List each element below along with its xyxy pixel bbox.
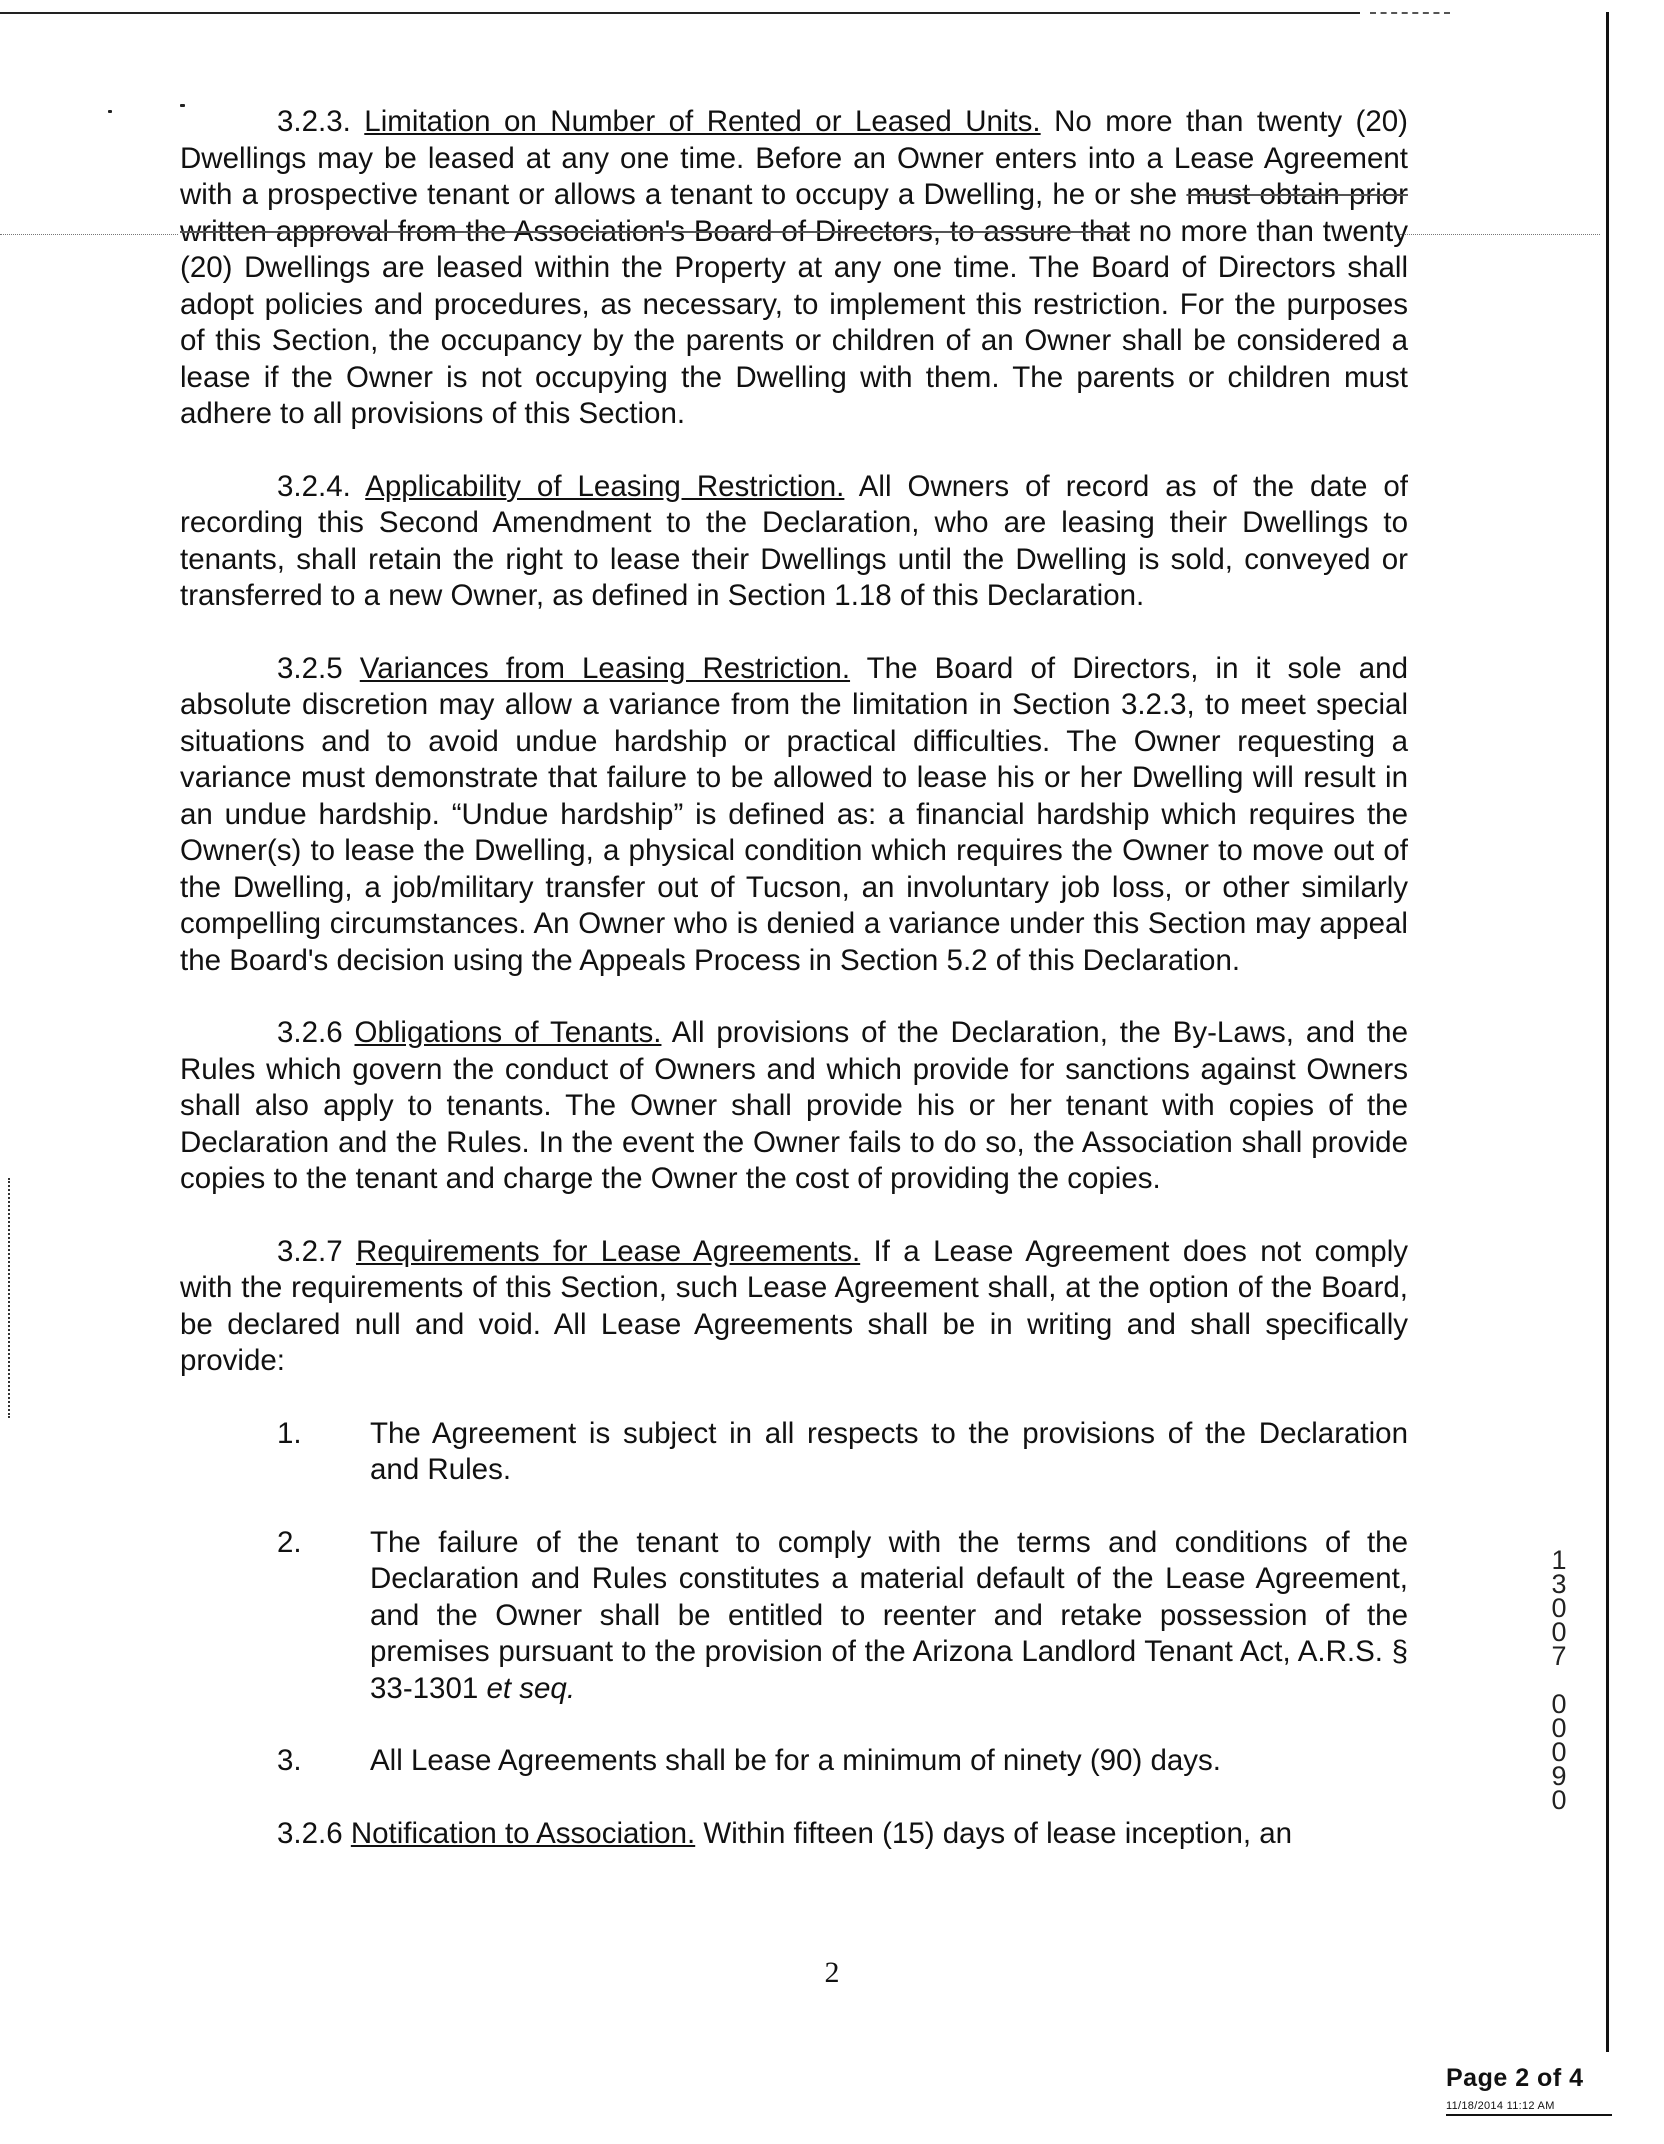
- section-3-2-6: [180, 1015, 1408, 1198]
- section-heading: Limitation on Number of Rented or Leased Units.: [364, 105, 1041, 138]
- section-text: All provisions of the Declaration, the By-Laws, and the Rules which govern the conduct of Owners and which provide for sanctions against Owners shall also apply to tenants. The Owner shall provide his or her tenant with copies of the Declaration and the Rules. In the event the Owner fails to do so, the Association shall provide copies to the tenant and charge the Owner the cost of providing the copies.: [180, 1016, 1408, 1195]
- section-3-2-5: [180, 651, 1408, 980]
- list-text: The Agreement is subject in all respects to the provisions of the Declaration and Rules.: [370, 1416, 1408, 1486]
- list-item: [180, 1743, 1408, 1780]
- list-number: 3.: [277, 1744, 302, 1777]
- section-text: no more than twenty (20) Dwellings are leased within the Property at any one time. The Board of Directors shall adopt policies and procedures, as necessary, to implement this restriction. For the purposes of this Section, the occupancy by the parents or children of an Owner shall be considered a lease if the Owner is not occupying the Dwelling with them. The parents or children must adhere to all provisions of this Section.: [180, 214, 1409, 430]
- crossout-line-left: [0, 234, 178, 235]
- section-3-2-4: [180, 469, 1408, 615]
- section-heading: Notification to Association.: [350, 1816, 696, 1850]
- left-margin-mark: [8, 1178, 12, 1418]
- section-heading: Requirements for Lease Agreements.: [356, 1234, 861, 1268]
- section-number: 3.2.7: [277, 1234, 343, 1268]
- section-number: 3.2.5: [277, 651, 343, 685]
- section-text: If a Lease Agreement does not comply with the requirements of this Section, such Lease Agreement shall, at the option of the Board, be declared null and void. All Lease Agreements shall be in writing and shall specifically provide:: [180, 1234, 1409, 1377]
- struck-text: must obtain prior written approval from the Association's Board of Directors, to assure that: [180, 178, 1408, 248]
- section-number: 3.2.6: [277, 1816, 343, 1850]
- list-text: The failure of the tenant to comply with the terms and conditions of the Declaration and Rules constitutes a material default of the Lease Agreement, and the Owner shall be entitled to reenter and retake possession of the premises pursuant to the provision of the Arizona Landlord Tenant Act, A.R.S. § 33-1301: [370, 1525, 1408, 1705]
- recording-stamp: 1 3 0 0 7 0 0 0 9 0: [1551, 1545, 1567, 1815]
- footer-rule: [1446, 2114, 1612, 2116]
- list-number: 2.: [277, 1525, 302, 1559]
- footer-page-label: Page 2 of 4: [1446, 2064, 1584, 2092]
- scan-speck: [108, 110, 112, 113]
- list-item: [180, 1416, 1408, 1489]
- section-text: No more than twenty (20) Dwellings may be leased at any one time. Before an Owner enters into a Lease Agreement with a prospective tenant or allows a tenant to occupy a Dwelling, he or she: [180, 105, 1409, 211]
- section-3-2-6-notification: [180, 1816, 1408, 1853]
- section-text: Within fifteen (15) days of lease inception, an: [703, 1816, 1293, 1850]
- footer-timestamp: 11/18/2014 11:12 AM: [1446, 2100, 1555, 2112]
- section-3-2-7: [180, 1234, 1408, 1380]
- list-text: All Lease Agreements shall be for a minimum of ninety (90) days.: [370, 1744, 1221, 1777]
- section-number: 3.2.3.: [277, 105, 351, 138]
- list-text-italic: et seq.: [486, 1671, 576, 1705]
- list-number: 1.: [277, 1416, 302, 1450]
- section-text: The Board of Directors, in it sole and absolute discretion may allow a variance from the limitation in Section 3.2.3, to meet special situations and to avoid undue hardship or practical difficulties. The Owner requesting a variance must demonstrate that failure to be allowed to lease his or her Dwelling will result in an undue hardship. “Undue hardship” is defined as: a financial hardship which requires the Owner(s) to lease the Dwelling, a physical condition which requires the Owner to move out of the Dwelling, a job/military transfer out of Tucson, an involuntary job loss, or other similarly compelling circumstances. An Owner who is denied a variance under this Section may appeal the Board's decision using the Appeals Process in Section 5.2 of this Declaration.: [180, 651, 1408, 977]
- top-rule-dash: [1370, 12, 1450, 14]
- right-margin-rule: [1606, 12, 1609, 2052]
- section-number: 3.2.4.: [277, 469, 351, 503]
- section-number: 3.2.6: [277, 1016, 343, 1049]
- list-item: [180, 1525, 1408, 1708]
- page-number: 2: [824, 1956, 840, 1989]
- section-text: All Owners of record as of the date of recording this Second Amendment to the Declaration, who are leasing their Dwellings to tenants, shall retain the right to lease their Dwellings until the Dwelling is sold, conveyed or transferred to a new Owner, as defined in Section 1.18 of this Declaration.: [180, 469, 1408, 612]
- document-body: [180, 104, 1408, 1852]
- crossout-line-right: [1400, 234, 1600, 235]
- section-heading: Variances from Leasing Restriction.: [359, 651, 851, 685]
- section-3-2-3: [180, 104, 1408, 433]
- top-rule: [0, 12, 1360, 14]
- section-heading: Applicability of Leasing Restriction.: [365, 469, 845, 503]
- section-heading: Obligations of Tenants.: [354, 1016, 662, 1049]
